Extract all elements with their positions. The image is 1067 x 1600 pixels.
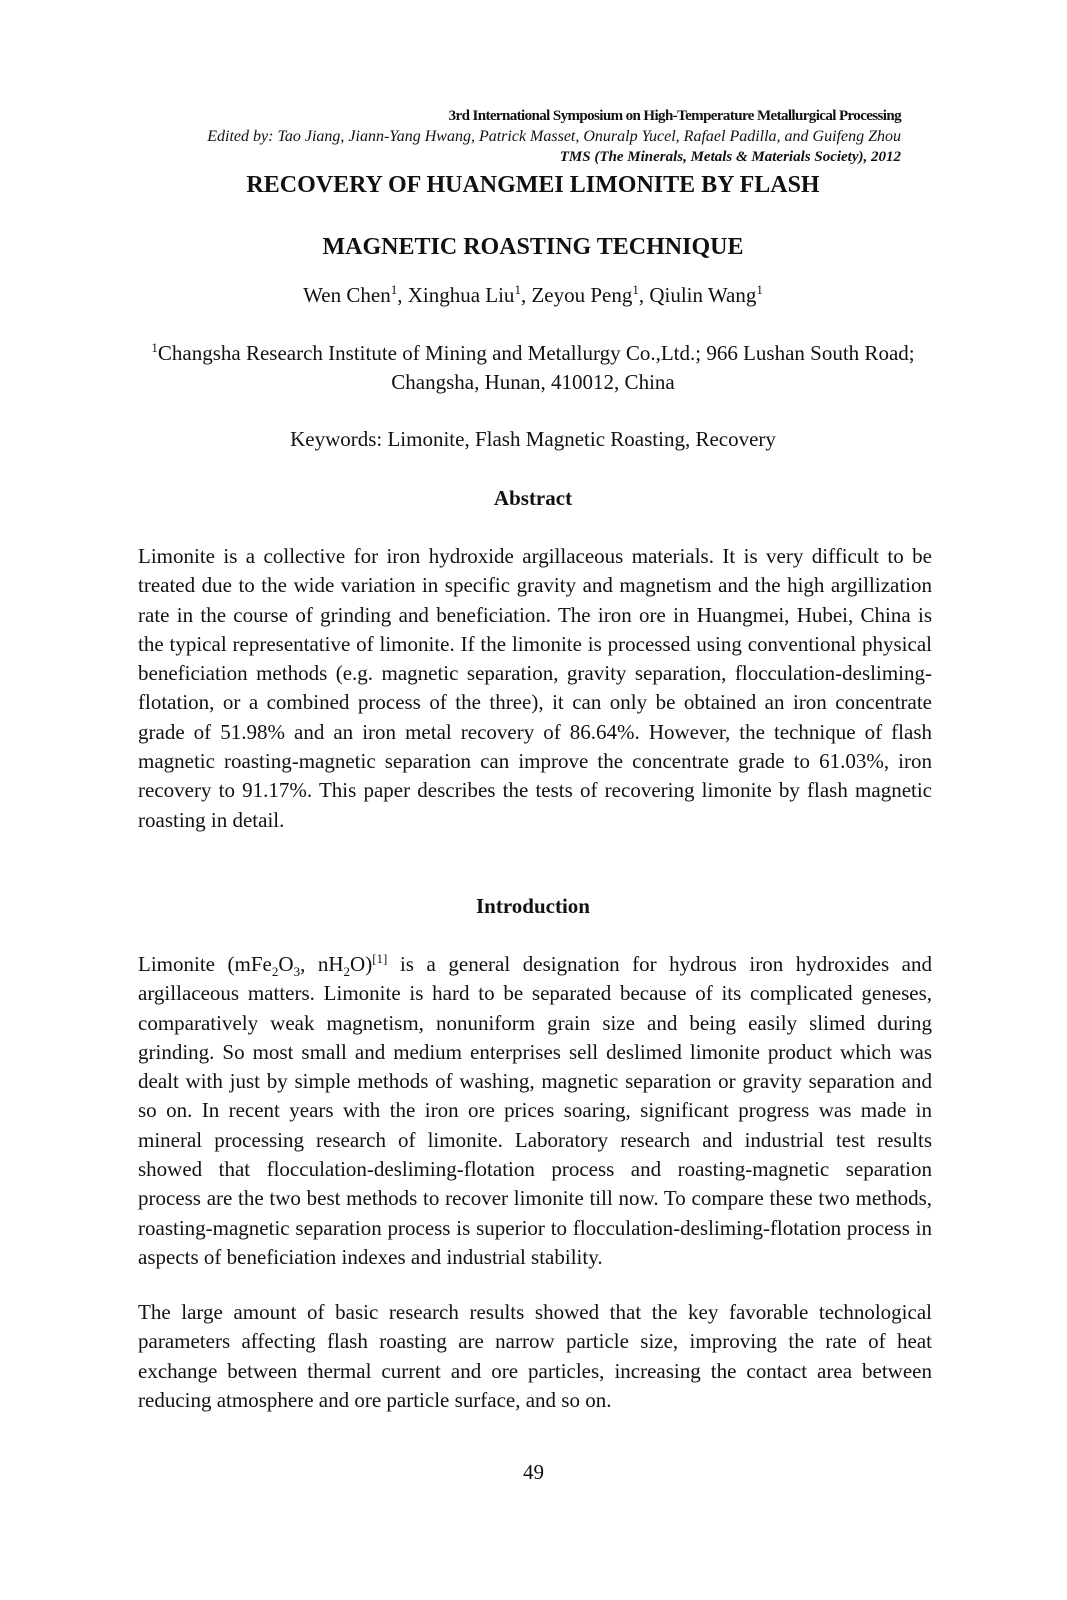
author: Xinghua Liu$^1$, <box>407 282 532 307</box>
author: Zeyou Peng$^1$, <box>531 282 650 307</box>
author-list <box>138 283 928 308</box>
author: Qiulin Wang$^1$ <box>649 282 763 307</box>
editors-line: Edited by: Tao Jiang, Jiann-Yang Hwang, Patrick Masset, Onuralp Yucel, Rafael Padilla, and Guifeng Zhou <box>207 128 901 145</box>
page-number: 49 <box>523 1460 544 1484</box>
paper-title-line-1: RECOVERY OF HUANGMEI LIMONITE BY FLASH <box>246 172 820 198</box>
paper-title-line-2: MAGNETIC ROASTING TECHNIQUE <box>322 234 744 260</box>
introduction-paragraph-2: The large amount of basic research results showed that the key favorable technological parameters affecting flash roasting are narrow particle size, improving the rate of heat exchange between thermal current and ore particles, increasing the contact area between reducing atmosphere and ore particle surface, and so on. <box>138 1300 932 1412</box>
abstract-text: Limonite is a collective for iron hydroxide argillaceous materials. It is very difficult to be treated due to the wide variation in specific gravity and magnetism and the high argillization rate in the course of grinding and beneficiation. The iron ore in Huangmei, Hubei, China is the typical representative of limonite. If the limonite is processed using conventional physical beneficiation methods (e.g. magnetic separation, gravity separation, flocculation-desliming-flotation, or a combined process of the three), it can only be obtained an iron concentrate grade of 51.98% and an iron metal recovery of 86.64%. However, the technique of flash magnetic roasting-magnetic separation can improve the concentrate grade to 61.03%, iron recovery to 91.17%. This paper describes the tests of recovering limonite by flash magnetic roasting in detail. <box>138 544 932 832</box>
abstract-heading: Abstract <box>493 486 573 510</box>
publisher-line: TMS (The Minerals, Metals & Materials Society), 2012 <box>559 149 901 165</box>
keywords: Keywords: Limonite, Flash Magnetic Roasting, Recovery <box>290 427 776 451</box>
citation-ref: [1] <box>372 951 388 966</box>
symposium-name: 3rd International Symposium on High-Temperature Metallurgical Processing <box>448 108 901 124</box>
affiliation-text: Changsha Research Institute of Mining and Metallurgy Co.,Ltd.; 966 Lushan South Road; Changsha, Hunan, 410012, China <box>157 341 915 394</box>
introduction-paragraph-1: Limonite ($mFe_2O_3$, $nH_2O)[1]$ is a general designation for hydrous iron hydroxides and argillaceous matters. Limonite is hard to be separated because of its complicated geneses, comparatively weak magnetism, nonuniform grain size and being easily slimed during grinding. So most small and medium enterprises sell deslimed limonite product which was dealt with just by simple methods of washing, magnetic separation or gravity separation and so on. In recent years with the iron ore prices soaring, significant progress was made in mineral processing research of limonite. Laboratory research and industrial test results showed that flocculation-desliming-flotation process and roasting-magnetic separation process are the two best methods to recover limonite till now. To compare these two methods, roasting-magnetic separation process is superior to flocculation-desliming-flotation process in aspects of beneficiation indexes and industrial stability. <box>138 951 932 1269</box>
affiliation <box>138 339 928 397</box>
author: Wen Chen$^1$, <box>303 282 408 307</box>
affiliation-mark: 1 <box>151 340 158 355</box>
introduction-heading: Introduction <box>476 894 590 918</box>
